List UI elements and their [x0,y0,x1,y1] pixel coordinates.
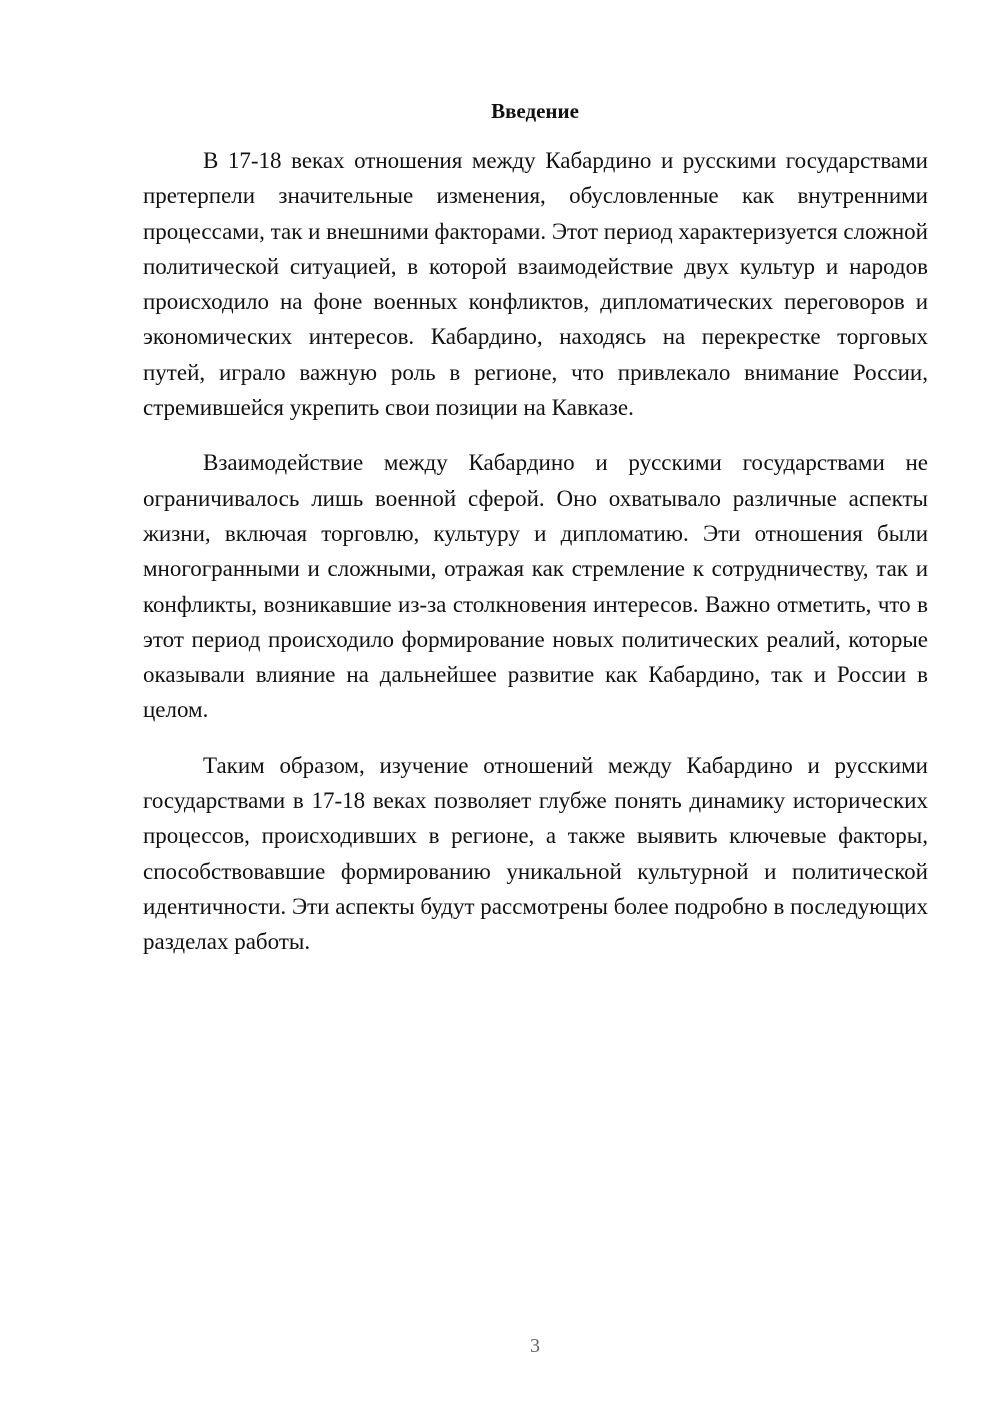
paragraph-2: Взаимодействие между Кабардино и русскими государствами не ограничивалось лишь военной сферой. Оно охватывало различные аспекты жизни, включая торговлю, культуру и дипломатию. Эти отношения были многогранными и сложными, отражая как стремление к сотрудничеству, так и конфликты, возникавшие из-за столкновения интересов. Важно отметить, что в этот период происходило формирование новых политических реалий, которые оказывали влияние на дальнейшее развитие как Кабардино, так и России в целом. [143,450,928,723]
section-title: Введение [491,99,579,123]
page-number: 3 [530,1335,540,1357]
body-text [143,143,928,980]
paragraph-3: Таким образом, изучение отношений между Кабардино и русскими государствами в 17-18 веках позволяет глубже понять динамику исторических процессов, происходивших в регионе, а также выявить ключевые факторы, способствовавшие формированию уникальной культурной и политической идентичности. Эти аспекты будут рассмотрены более подробно в последующих разделах работы. [143,752,928,955]
paragraph-1: В 17-18 веках отношения между Кабардино и русскими государствами претерпели значительные изменения, обусловленные как внутренними процессами, так и внешними факторами. Этот период характеризуется сложной политической ситуацией, в которой взаимодействие двух культур и народов происходило на фоне военных конфликтов, дипломатических переговоров и экономических интересов. Кабардино, находясь на перекрестке торговых путей, играло важную роль в регионе, что привлекало внимание России, стремившейся укрепить свои позиции на Кавказе. [143,148,928,421]
